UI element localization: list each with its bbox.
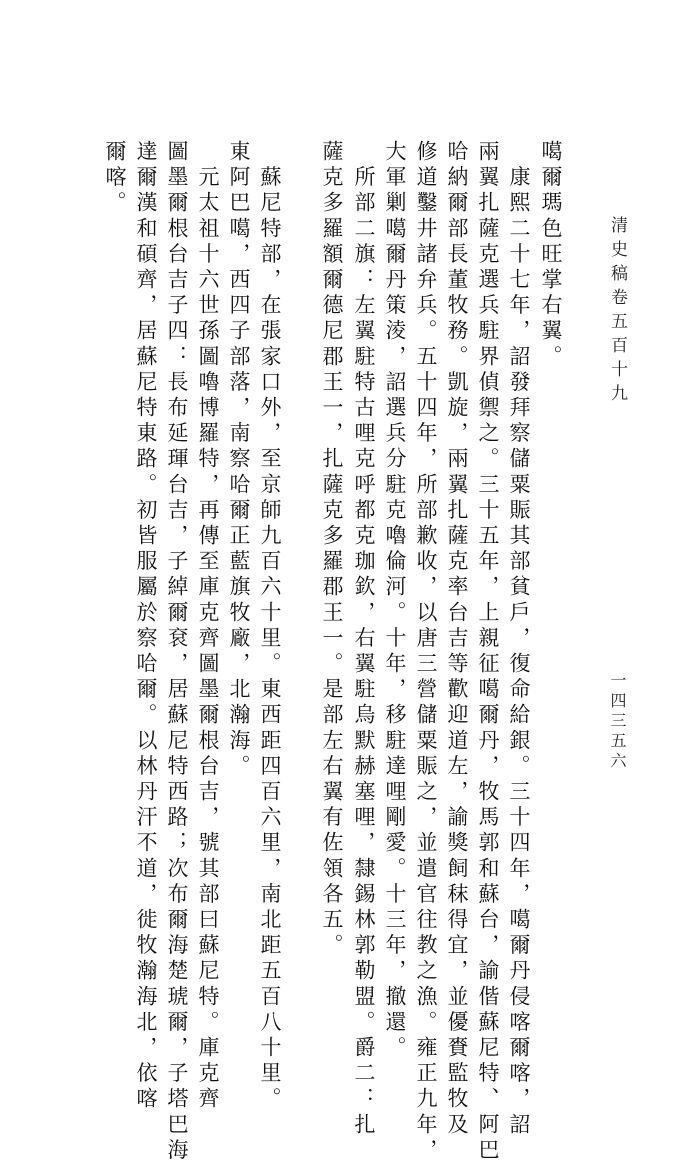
text-column-1: 噶爾瑪色旺掌右翼。: [539, 140, 563, 371]
text-column-4: 哈納爾部長董牧務。凱旋，兩翼扎薩克率台吉等歡迎道左，諭獎飼秣得宜，並優賚監牧及: [445, 140, 469, 1139]
text-column-12: 元太祖十六世孫圖嚕博羅特，再傳至庫克齊圖墨爾根台吉，號其部曰蘇尼特。庫克齊: [196, 140, 220, 1113]
text-column-15: 爾喀。: [103, 140, 127, 217]
running-head-book-title: 清史稿卷五百十九: [607, 216, 627, 408]
text-column-10: 蘇尼特部，在張家口外，至京師九百六十里。東西距四百六里，南北距五百八十里。: [258, 140, 282, 1113]
text-column-6: 大軍剿噶爾丹策淩，詔選兵分駐克嚕倫河。十年，移駐達哩剛愛。十三年，撤還。: [383, 140, 407, 1062]
text-column-13: 圖墨爾根台吉子四：長布延琿台吉，子綽爾袞，居蘇尼特西路；次布爾海楚琥爾，子塔巴海: [165, 140, 189, 1164]
text-column-14: 達爾漢和碩齊，居蘇尼特東路。初皆服屬於察哈爾。以林丹汗不道，徙牧瀚海北，依喀: [134, 140, 158, 1113]
text-column-5: 修道鑿井諸弁兵。五十四年，所部歉收，以唐三營儲粟賑之，並遣官往教之漁。雍正九年，: [414, 140, 438, 1164]
text-column-7: 所部二旗：左翼駐特古哩克呼都克珈欽，右翼駐烏默赫塞哩，隸錫林郭勒盟。爵二：扎: [352, 140, 376, 1139]
text-column-3: 兩翼扎薩克選兵駐界偵禦之。三十五年，上親征噶爾丹，牧馬郭和蘇台，諭偕蘇尼特、阿巴: [476, 140, 500, 1164]
page-number: 一四三五六: [608, 672, 627, 772]
text-column-8: 薩克多羅額爾德尼郡王一，扎薩克多羅郡王一。是部左右翼有佐領各五。: [320, 140, 344, 960]
text-column-11: 東阿巴噶，西四子部落，南察哈爾正藍旗牧廠，北瀚海。: [227, 140, 251, 780]
text-column-2: 康熙二十七年，詔發拜察儲粟賑其部貧戶，復命給銀。三十四年，噶爾丹侵喀爾喀，詔: [507, 140, 531, 1139]
